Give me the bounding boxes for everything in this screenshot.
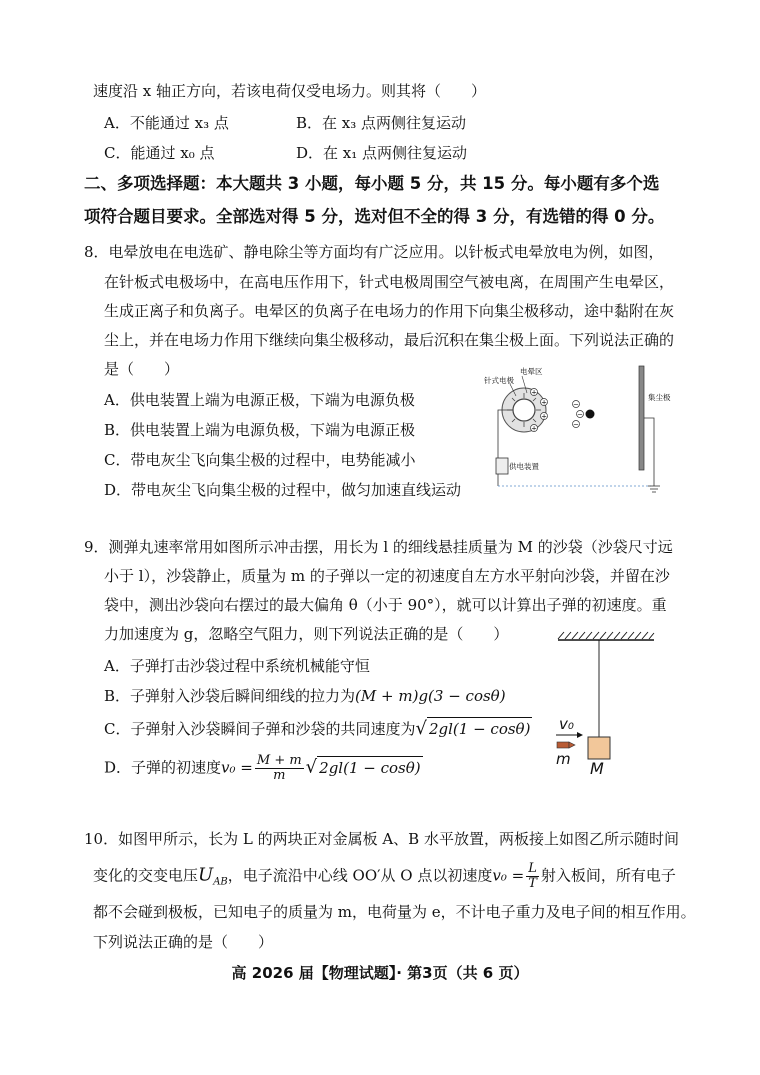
q9-option-c: C．子弹射入沙袋瞬间子弹和沙袋的共同速度为√ 2gl(1 − cosθ): [104, 718, 531, 739]
plus-ion-2: +: [541, 398, 547, 407]
corona-label: 电晕区: [520, 367, 543, 376]
minus-ion-2: −: [577, 410, 583, 419]
needle-electrode-label: 针式电极: [484, 376, 514, 385]
mass-m-label: m: [556, 750, 571, 768]
q7-option-d: D．在 x₁ 点两侧往复运动: [296, 144, 468, 162]
bullet: [557, 742, 569, 748]
q8-line-5: 是（ ）: [104, 360, 180, 378]
plus-ion-1: +: [531, 388, 537, 397]
section-heading-line2: 项符合题目要求。全部选对得 5 分，选对但不全的得 3 分，有选错的得 0 分。: [84, 207, 665, 226]
q7-option-a: A．不能通过 x₃ 点: [104, 114, 229, 132]
q8-option-a: A．供电装置上端为电源正极，下端为电源负极: [104, 391, 415, 409]
q8-option-c: C．带电灰尘飞向集尘极的过程中，电势能减小: [104, 451, 416, 469]
mass-M-label: M: [590, 759, 604, 778]
q9-option-a: A．子弹打击沙袋过程中系统机械能守恒: [104, 657, 370, 675]
collector-plate: [639, 366, 644, 470]
q8-line-2: 在针板式电极场中，在高电压作用下，针式电极周围空气被电离，在周围产生电晕区，: [104, 273, 675, 291]
q8-option-d: D．带电灰尘飞向集尘极的过程中，做匀加速直线运动: [104, 481, 462, 499]
q9-line-2: 小于 l），沙袋静止，质量为 m 的子弹以一定的初速度自左方水平射向沙袋，并留在沙: [104, 567, 670, 585]
minus-ion-3: −: [573, 420, 579, 429]
q10-line-4: 下列说法正确的是（ ）: [93, 933, 274, 951]
q7-stem-tail: 速度沿 x 轴正方向，若该电荷仅受电场力。则其将（ ）: [93, 82, 486, 100]
power-supply: [496, 458, 508, 474]
v0-label: v₀: [559, 715, 574, 733]
q8-option-b: B．供电装置上端为电源负极，下端为电源正极: [104, 421, 416, 439]
q8-line-4: 尘上，并在电场力作用下继续向集尘极移动，最后沉积在集尘极上面。下列说法正确的: [104, 331, 675, 349]
q10-line-3: 都不会碰到极板，已知电子的质量为 m，电荷量为 e，不计电子重力及电子间的相互作用。: [93, 903, 696, 921]
q9-line-3: 袋中，测出沙袋向右摆过的最大偏角 θ（小于 90°），就可以计算出子弹的初速度。重: [104, 596, 667, 614]
q8-line-3: 生成正离子和负离子。电晕区的负离子在电场力的作用下向集尘极移动，途中黏附在灰: [104, 302, 675, 320]
minus-ion-1: −: [573, 400, 579, 409]
q9-option-d: D．子弹的初速度v₀ = $\frac{M + m}{m}$ √ 2gl(1 − cosθ): [104, 753, 421, 783]
q10-line-2: 变化的交变电压$U_{AB}$，电子流沿中心线 OO′从 O 点以初速度v₀ = $\frac{L}{T}$ 射入板间，所有电子: [93, 861, 676, 891]
power-supply-label: 供电装置: [509, 462, 539, 471]
q9-line-1: 9．测弹丸速率常用如图所示冲击摆，用长为 l 的细线悬挂质量为 M 的沙袋（沙袋尺寸远: [84, 538, 673, 556]
ballistic-pendulum-figure: [550, 628, 670, 780]
page-footer: 高 2026 届【物理试题】· 第3页（共 6 页）: [231, 964, 529, 982]
q9-line-4: 力加速度为 g，忽略空气阻力，则下列说法正确的是（ ）: [104, 625, 509, 643]
q10-line-1: 10．如图甲所示，长为 L 的两块正对金属板 A、B 水平放置，两板接上如图乙所示随时间: [84, 830, 679, 848]
q7-option-b: B．在 x₃ 点两侧往复运动: [296, 114, 467, 132]
plus-ion-4: +: [531, 424, 537, 433]
q9-option-b: B．子弹射入沙袋后瞬间细线的拉力为(M + m)g(3 − cosθ): [104, 687, 506, 705]
plus-ion-3: +: [541, 412, 547, 421]
collector-label: 集尘极: [648, 393, 671, 402]
corona-discharge-figure: [476, 360, 680, 496]
section-heading-line1: 二、多项选择题：本大题共 3 小题，每小题 5 分，共 15 分。每小题有多个选: [84, 174, 660, 193]
sandbag: [588, 737, 610, 759]
q7-option-c: C．能通过 x₀ 点: [104, 144, 215, 162]
q8-line-1: 8．电晕放电在电选矿、静电除尘等方面均有广泛应用。以针板式电晕放电为例，如图，: [84, 243, 664, 261]
dust-particle: [586, 410, 595, 419]
